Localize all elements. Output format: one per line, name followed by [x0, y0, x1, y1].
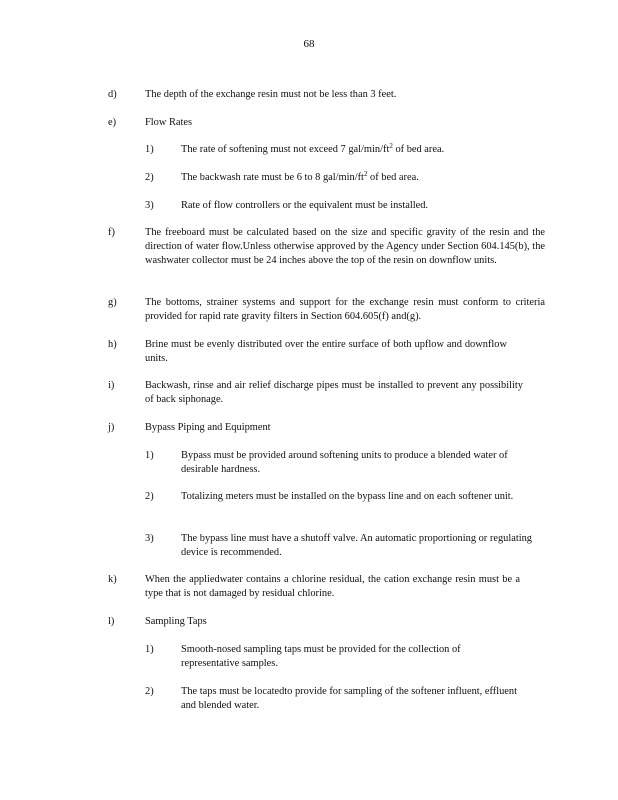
subitem-text: Rate of flow controllers or the equivalent must be installed. — [181, 200, 429, 211]
item-label: l) — [108, 616, 115, 627]
subitem-label: 2) — [145, 686, 154, 697]
item-text: The bottoms, strainer systems and support for the exchange resin must conform to criteria provided for rapid rate gravity filters in Section 604.605(f) and(g). — [145, 297, 545, 322]
item-label: i) — [108, 380, 115, 391]
item-text: The freeboard must be calculated based on the size and specific gravity of the resin and the direction of water flow.Unless otherwise approved by the Agency under Section 604.145(b), the washwater collector must be 24 inches above the top of the resin on downflow units. — [145, 227, 545, 266]
item-heading: Sampling Taps — [145, 616, 207, 627]
item-heading: Bypass Piping and Equipment — [145, 422, 271, 433]
subitem-text: Totalizing meters must be installed on the bypass line and on each softener unit. — [181, 491, 514, 502]
page-number: 68 — [303, 38, 315, 50]
subitem-text: The backwash rate must be 6 to 8 gal/$\min/ft^2$ of bed area. — [181, 170, 419, 183]
item-label: j) — [108, 422, 115, 433]
subitem-text: Bypass must be provided around softening units to produce a blended water of desirable hardness. — [181, 450, 508, 475]
subitem-label: 1) — [145, 144, 154, 155]
subitem-text: The bypass line must have a shutoff valve. An automatic proportioning or regulating device is recommended. — [181, 533, 532, 558]
item-text: Backwash, rinse and air relief discharge pipes must be installed to prevent any possibility of back siphonage. — [145, 380, 523, 405]
superscript: 2 — [363, 170, 368, 178]
subitem-label: 1) — [145, 450, 154, 461]
item-label: f) — [108, 227, 115, 238]
item-label: h) — [108, 339, 117, 350]
item-text: When the appliedwater contains a chlorine residual, the cation exchange resin must be a type that is not damaged by residual chlorine. — [145, 574, 520, 599]
item-label: e) — [108, 117, 117, 128]
item-label: k) — [108, 574, 117, 585]
subitem-label: 2) — [145, 491, 154, 502]
item-text: The depth of the exchange resin must not be less than 3 feet. — [145, 89, 397, 100]
subitem-label: 1) — [145, 644, 154, 655]
item-label: g) — [108, 297, 117, 308]
subitem-text: The taps must be locatedto provide for sampling of the softener influent, effluent and blended water. — [181, 686, 517, 711]
superscript: 2 — [389, 142, 393, 150]
subitem-text: Smooth-nosed sampling taps must be provided for the collection of representative samples. — [181, 644, 461, 669]
subitem-label: 3) — [145, 533, 154, 544]
subitem-label: 2) — [145, 172, 154, 183]
subitem-text: The rate of softening must not exceed 7 gal/$\min/ft^2$ of bed area. — [181, 142, 445, 155]
subitem-label: 3) — [145, 200, 154, 211]
item-heading: Flow Rates — [145, 117, 193, 128]
item-text: Brine must be evenly distributed over the entire surface of both upflow and downflow units. — [145, 339, 507, 364]
item-label: d) — [108, 89, 117, 100]
